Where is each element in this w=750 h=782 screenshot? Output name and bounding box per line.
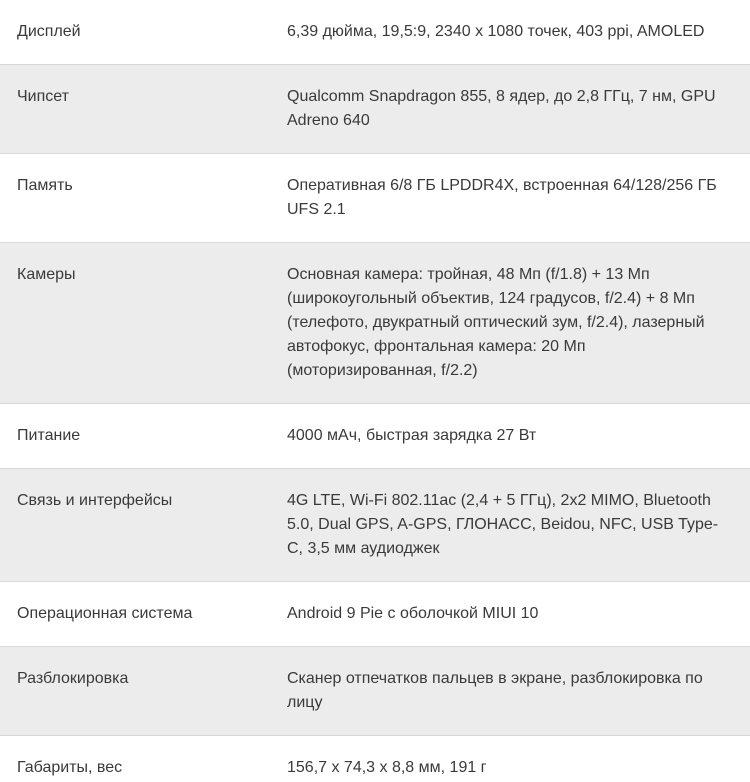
spec-row-memory <box>0 154 750 243</box>
spec-name: Разблокировка <box>0 647 287 736</box>
spec-row-cameras <box>0 243 750 404</box>
spec-value: Qualcomm Snapdragon 855, 8 ядер, до 2,8 ГГц, 7 нм, GPU Adreno 640 <box>287 65 750 154</box>
spec-value: 4G LTE, Wi-Fi 802.11ac (2,4 + 5 ГГц), 2x2 MIMO, Bluetooth 5.0, Dual GPS, A-GPS, ГЛОНАСС, Beidou, NFC, USB Type-C, 3,5 мм аудиоджек <box>287 469 750 582</box>
spec-value: Оперативная 6/8 ГБ LPDDR4X, встроенная 64/128/256 ГБ UFS 2.1 <box>287 154 750 243</box>
spec-name: Дисплей <box>0 0 287 65</box>
spec-row-unlock <box>0 647 750 736</box>
spec-row-connectivity <box>0 469 750 582</box>
spec-row-dimensions <box>0 736 750 782</box>
spec-name: Операционная система <box>0 582 287 647</box>
spec-row-chipset <box>0 65 750 154</box>
spec-name: Связь и интерфейсы <box>0 469 287 582</box>
spec-value: 4000 мАч, быстрая зарядка 27 Вт <box>287 404 750 469</box>
spec-value: Сканер отпечатков пальцев в экране, разблокировка по лицу <box>287 647 750 736</box>
spec-value: 6,39 дюйма, 19,5:9, 2340 x 1080 точек, 403 ppi, AMOLED <box>287 0 750 65</box>
spec-value: Основная камера: тройная, 48 Мп (f/1.8) + 13 Мп (широкоугольный объектив, 124 градусов, f/2.4) + 8 Мп (телефото, двукратный оптический зум, f/2.4), лазерный автофокус, фронтальная камера: 20 Мп (моторизированная, f/2.2) <box>287 243 750 404</box>
spec-value: Android 9 Pie с оболочкой MIUI 10 <box>287 582 750 647</box>
spec-row-os <box>0 582 750 647</box>
spec-row-display <box>0 0 750 65</box>
spec-name: Память <box>0 154 287 243</box>
spec-name: Чипсет <box>0 65 287 154</box>
spec-value: 156,7 x 74,3 x 8,8 мм, 191 г <box>287 736 750 782</box>
spec-name: Питание <box>0 404 287 469</box>
spec-row-power <box>0 404 750 469</box>
spec-name: Камеры <box>0 243 287 404</box>
spec-name: Габариты, вес <box>0 736 287 782</box>
